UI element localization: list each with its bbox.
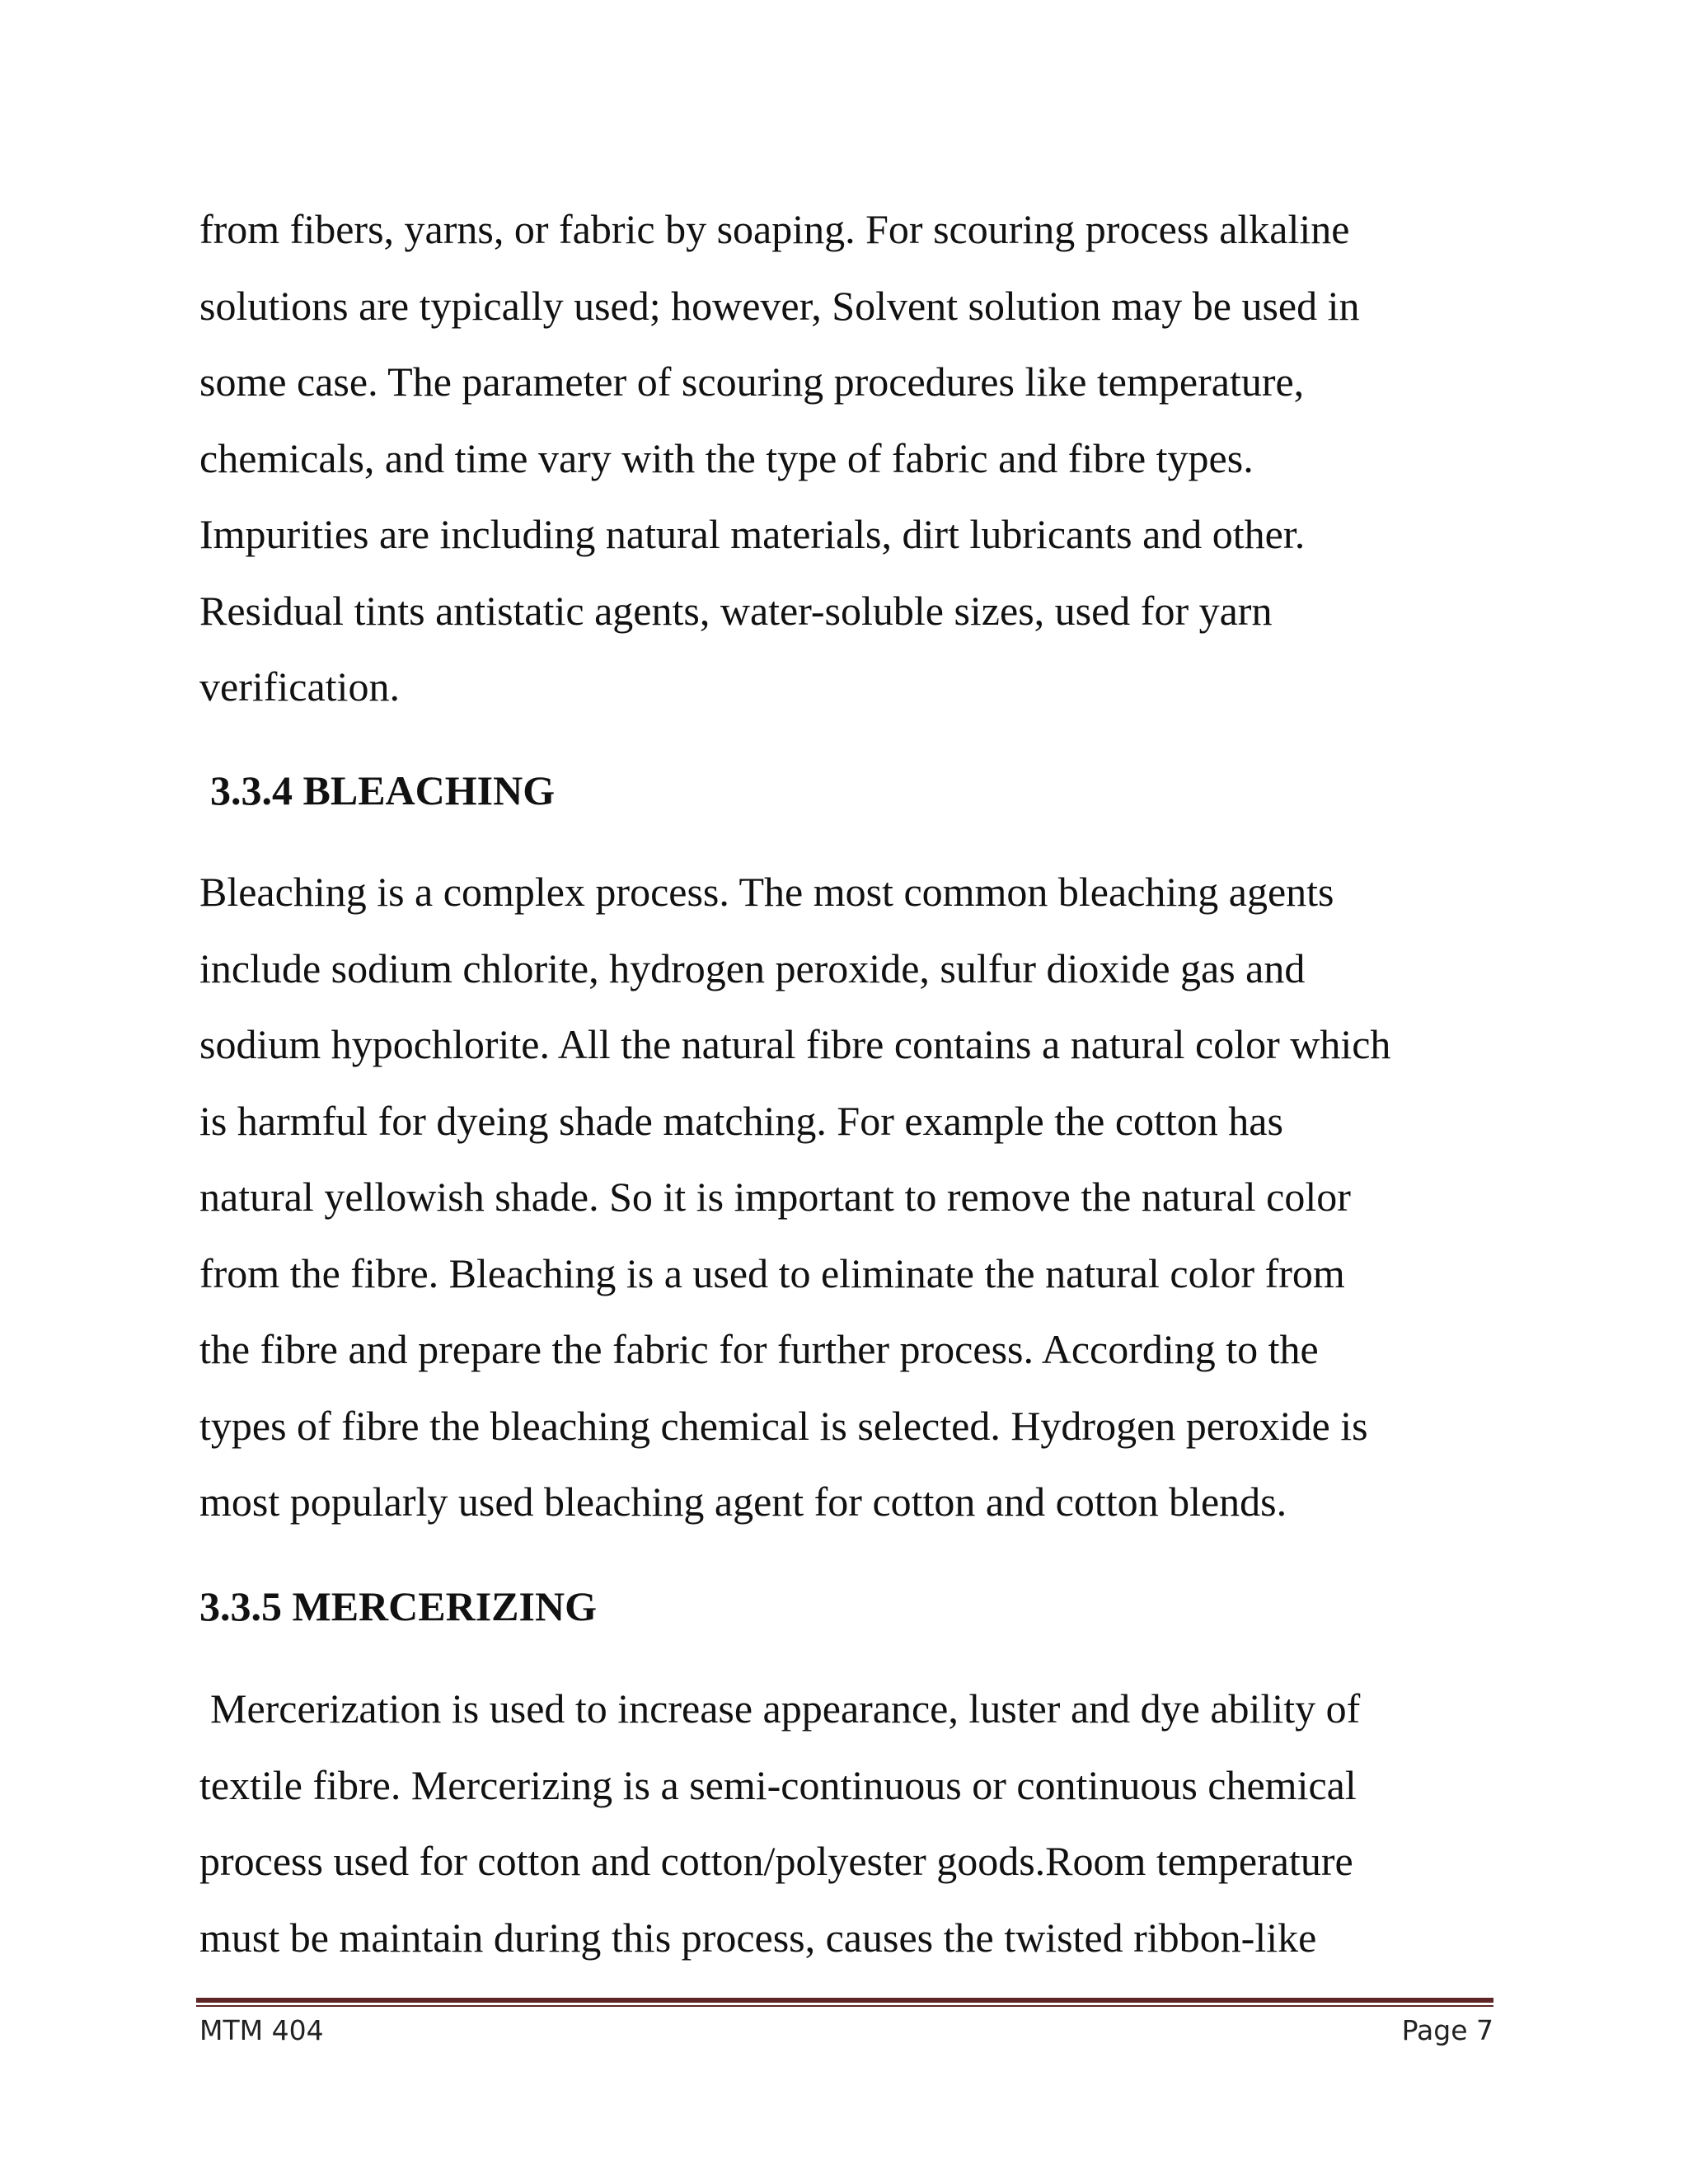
paragraph-line: sodium hypochlorite. All the natural fibre contains a natural color which	[199, 1021, 1391, 1067]
bleaching-paragraph	[199, 854, 1502, 1540]
paragraph-line: is harmful for dyeing shade matching. For example the cotton has	[199, 1097, 1283, 1144]
paragraph-line: Impurities are including natural materials, dirt lubricants and other.	[199, 511, 1306, 557]
paragraph-line: from the fibre. Bleaching is a used to eliminate the natural color from	[199, 1249, 1345, 1296]
bleaching-heading: 3.3.4 BLEACHING	[210, 766, 556, 813]
paragraph-line: must be maintain during this process, causes the twisted ribbon-like	[199, 1914, 1317, 1961]
paragraph-line: verification.	[199, 663, 400, 710]
paragraph-line-text: Mercerization is used to increase appearance, luster and dye ability of	[210, 1685, 1361, 1732]
scouring-paragraph	[199, 191, 1502, 725]
footer-course-code: MTM 404	[199, 2014, 324, 2046]
paragraph-line: solutions are typically used; however, Solvent solution may be used in	[199, 282, 1360, 329]
paragraph-line: types of fibre the bleaching chemical is selected. Hydrogen peroxide is	[199, 1402, 1368, 1449]
paragraph-line: Residual tints antistatic agents, water-soluble sizes, used for yarn	[199, 587, 1273, 634]
paragraph-line: from fibers, yarns, or fabric by soaping. For scouring process alkaline	[199, 206, 1350, 252]
page-body	[199, 191, 1502, 1975]
paragraph-line: most popularly used bleaching agent for cotton and cotton blends.	[199, 1479, 1287, 1525]
paragraph-line: textile fibre. Mercerizing is a semi-continuous or continuous chemical	[199, 1761, 1357, 1808]
paragraph-line: the fibre and prepare the fabric for further process. According to the	[199, 1326, 1319, 1372]
mercerizing-heading: 3.3.5 MERCERIZING	[199, 1582, 597, 1629]
footer-divider-thin	[196, 2005, 1493, 2007]
paragraph-line: process used for cotton and cotton/polyester goods.Room temperature	[199, 1838, 1353, 1884]
mercerizing-paragraph	[199, 1671, 1502, 1975]
paragraph-line: chemicals, and time vary with the type of fabric and fibre types.	[199, 434, 1254, 481]
paragraph-line: Bleaching is a complex process. The most common bleaching agents	[199, 869, 1334, 915]
paragraph-line: some case. The parameter of scouring procedures like temperature,	[199, 359, 1305, 405]
footer-page-number: Page 7	[1401, 2014, 1493, 2046]
footer-divider	[196, 1998, 1493, 2007]
paragraph-line	[199, 1671, 1502, 1747]
paragraph-line: include sodium chlorite, hydrogen peroxide, sulfur dioxide gas and	[199, 944, 1306, 991]
paragraph-line: natural yellowish shade. So it is important to remove the natural color	[199, 1174, 1351, 1220]
footer-divider-thick	[196, 1998, 1493, 2003]
